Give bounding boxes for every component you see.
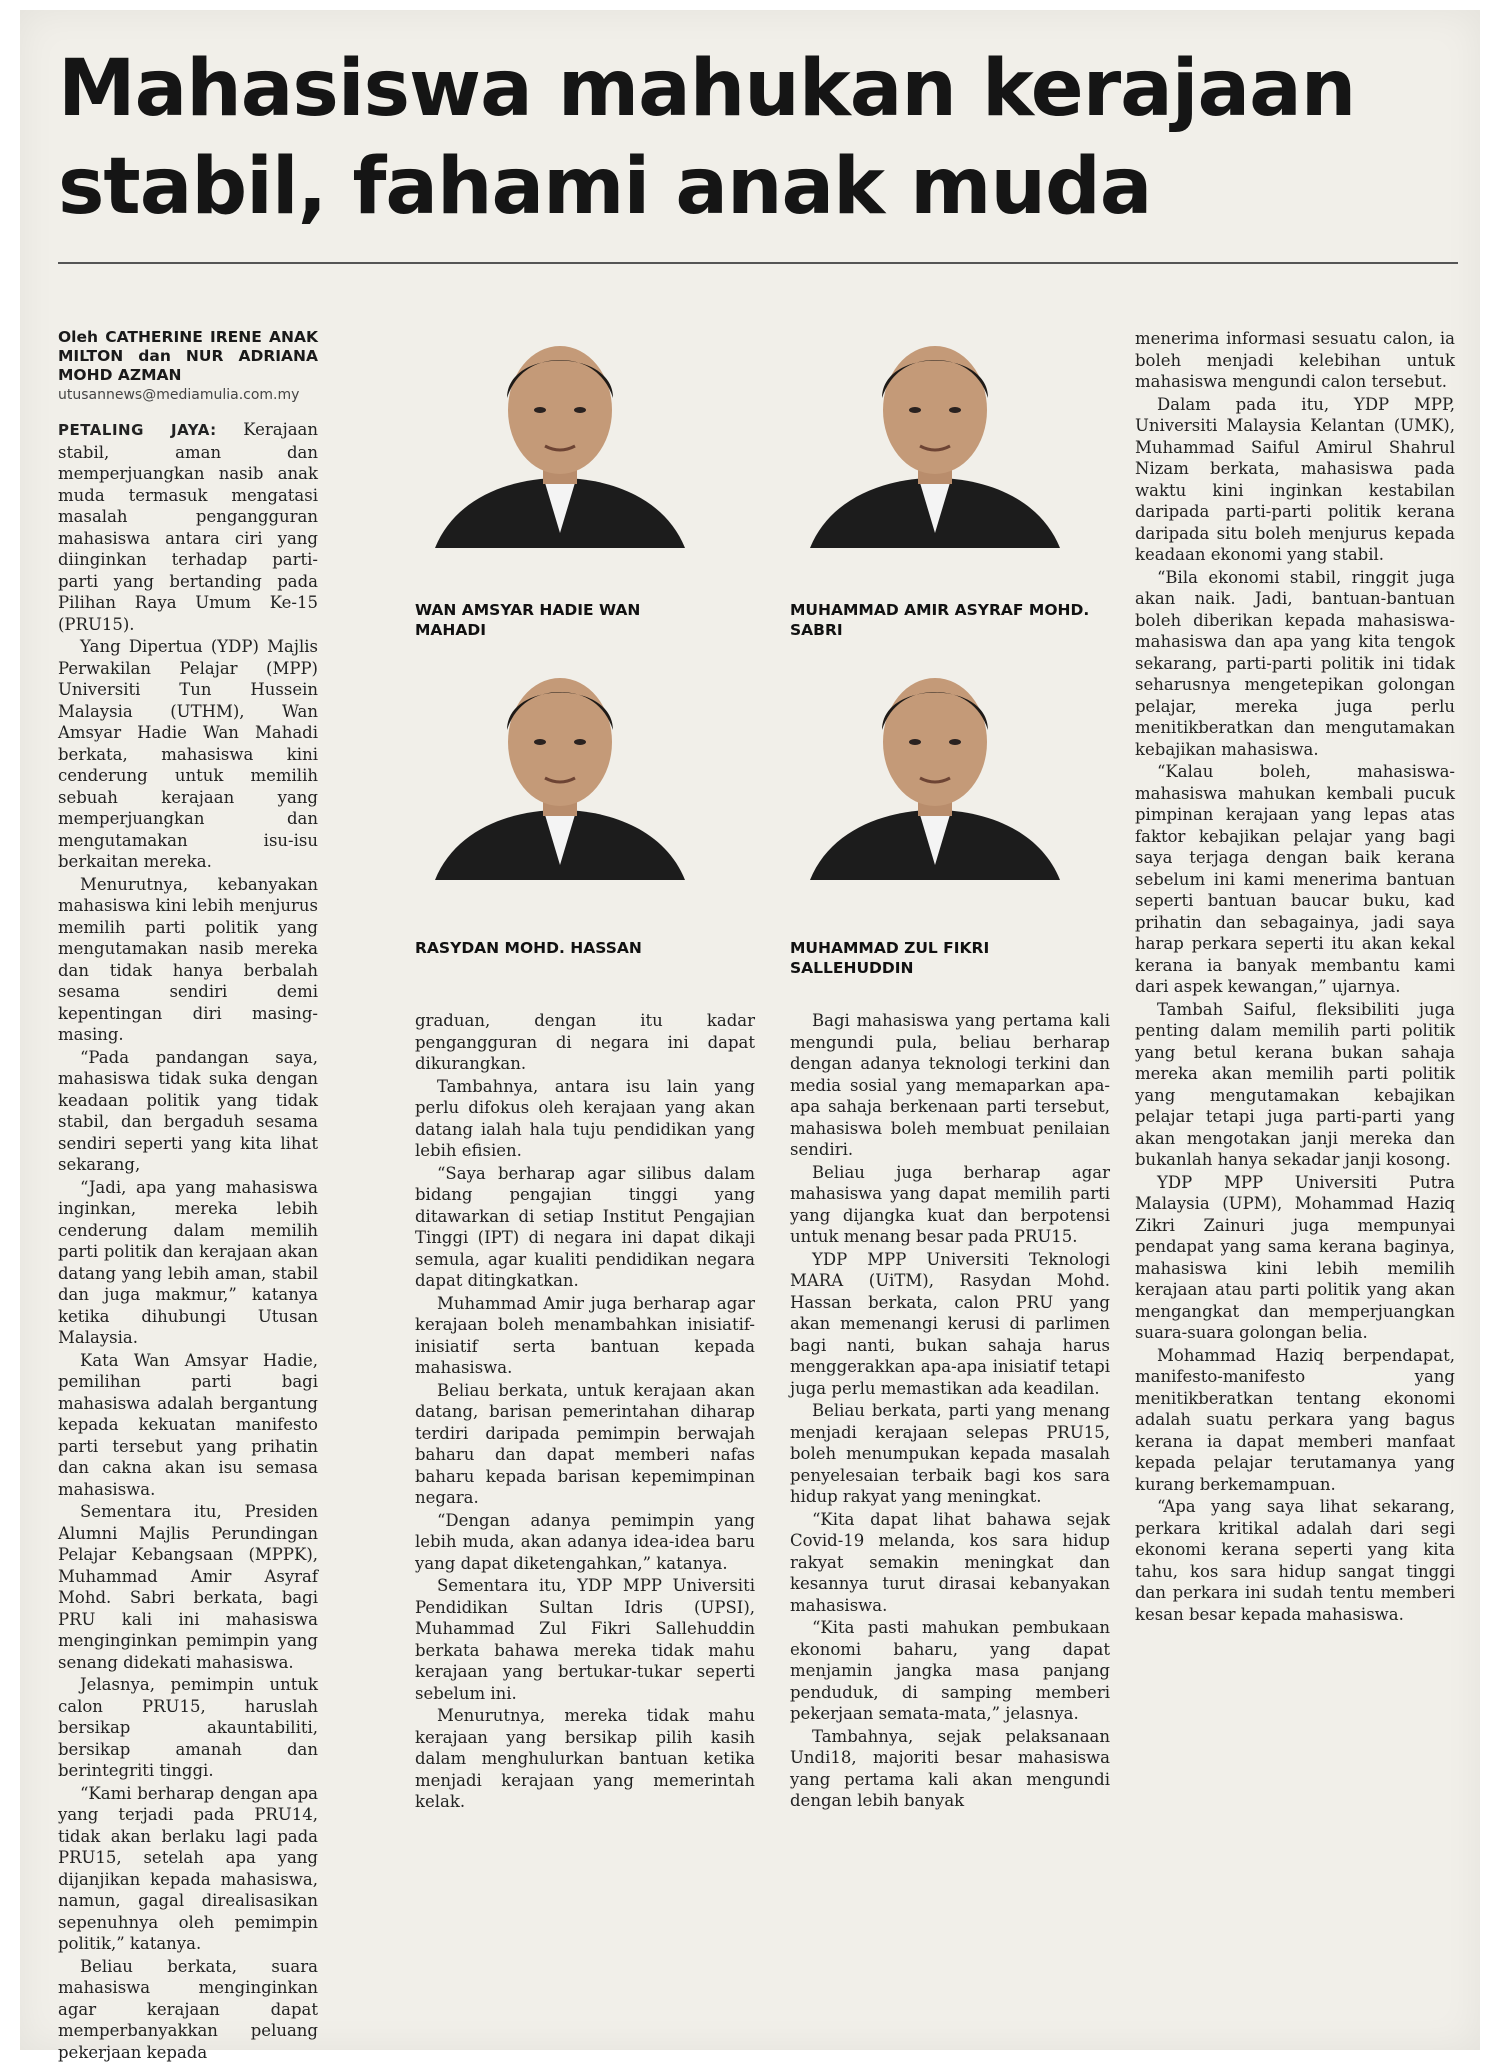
photo-caption: MUHAMMAD ZUL FIKRI SALLEHUDDIN [790,939,990,977]
paragraph: “Kami berharap dengan apa yang terjadi pada PRU14, tidak akan berlaku lagi pada PRU15, setelah apa yang dijanjikan kepada mahasiswa, namun, gagal direalisasikan sepenuhnya oleh pemimpin politik,” katanya. [58,1783,318,1953]
paragraph: “Bila ekonomi stabil, ringgit juga akan naik. Jadi, bantuan-bantuan boleh diberikan kepada mahasiswa-mahasiswa dan apa yang kita tengok sekarang, parti-parti politik ini tidak seharusnya mengetepikan golongan pelajar, mereka juga perlu menitikberatkan dan mengutamakan kebajikan mahasiswa. [1135,567,1455,759]
paragraph: Menurutnya, mereka tidak mahu kerajaan yang bersikap pilih kasih dalam menghulurkan bantuan ketika menjadi kerajaan yang memerintah kelak. [415,1706,755,1811]
paragraph: “Kita dapat lihat bahawa sejak Covid-19 melanda, kos sara hidup rakyat semakin meningkat dan kesannya turut dirasai kebanyakan mahasiswa. [790,1509,1110,1615]
portrait-photo [790,660,1080,880]
photo-caption: MUHAMMAD AMIR ASYRAF MOHD. SABRI [790,601,1090,639]
byline: Oleh CATHERINE IRENE ANAK MILTON dan NUR ADRIANA MOHD AZMAN [58,328,318,384]
paragraph: Beliau berkata, parti yang menang menjadi kerajaan selepas PRU15, boleh menumpukan kepada masalah penyelesaian terbaik bagi kos sara hidup rakyat yang meningkat. [790,1401,1110,1506]
paragraph: menerima informasi sesuatu calon, ia boleh menjadi kelebihan untuk mahasiswa mengundi calon tersebut. [1135,329,1455,391]
paragraph: Sementara itu, YDP MPP Universiti Pendidikan Sultan Idris (UPSI), Muhammad Zul Fikri Sallehuddin berkata bahawa mereka tidak mahu kerajaan yang bertukar-tukar seperti sebelum ini. [415,1576,755,1703]
photo-caption: RASYDAN MOHD. HASSAN [415,939,642,957]
newspaper-page [20,10,1480,2062]
paragraph: Beliau juga berharap agar mahasiswa yang dapat memilih parti yang dijangka kuat dan berpotensi untuk menang besar pada PRU15. [790,1162,1110,1246]
dateline: PETALING JAYA: [58,421,217,439]
paragraph: Kerajaan stabil, aman dan memperjuangkan nasib anak muda termasuk mengatasi masalah pengangguran mahasiswa antara ciri yang diinginkan terhadap parti-parti yang bertanding pada Pilihan Raya Umum Ke-15 (PRU15). [58,420,318,634]
column-3 [790,1010,1110,2030]
paragraph: Jelasnya, pemimpin untuk calon PRU15, haruslah bersikap akauntabiliti, bersikap amanah dan berintegriti tinggi. [58,1675,318,1780]
paragraph: Dalam pada itu, YDP MPP, Universiti Malaysia Kelantan (UMK), Muhammad Saiful Amirul Shahrul Nizam berkata, mahasiswa pada waktu kini inginkan kestabilan daripada parti-parti politik kerana daripada situ boleh menjurus kepada keadaan ekonomi yang stabil. [1135,394,1455,564]
paragraph: graduan, dengan itu kadar pengangguran di negara ini dapat dikurangkan. [415,1011,755,1073]
paragraph: Beliau berkata, untuk kerajaan akan datang, barisan pemerintahan diharap terdiri daripada pemimpin berwajah baharu dan dapat memberi nafas baharu kepada barisan kepemimpinan negara. [415,1380,755,1507]
author-email: utusannews@mediamulia.com.my [58,387,300,403]
paragraph: YDP MPP Universiti Teknologi MARA (UiTM), Rasydan Mohd. Hassan berkata, calon PRU yang akan memenangi kerusi di parlimen bagi nanti, bukan sahaja harus menggerakkan apa-apa inisiatif tetapi juga perlu memastikan ada keadilan. [790,1249,1110,1398]
paragraph: Menurutnya, kebanyakan mahasiswa kini lebih menjurus memilih parti politik yang mengutamakan nasib mereka dan tidak hanya berbalah sesama sendiri demi kepentingan diri masing-masing. [58,874,318,1044]
paragraph: Beliau berkata, suara mahasiswa menginginkan agar kerajaan dapat memperbanyakkan peluang pekerjaan kepada [58,1956,318,2062]
paragraph: “Pada pandangan saya, mahasiswa tidak suka dengan keadaan politik yang tidak stabil, dan bergaduh sesama sendiri seperti yang kita lihat sekarang, [58,1047,318,1174]
paragraph: Tambahnya, antara isu lain yang perlu difokus oleh kerajaan yang akan datang ialah hala tuju pendidikan yang lebih efisien. [415,1076,755,1160]
paragraph: Mohammad Haziq berpendapat, manifesto-manifesto yang menitikberatkan tentang ekonomi adalah suatu perkara yang bagus kerana ia dapat memberi manfaat kepada pelajar terutamanya yang kurang berkemampuan. [1135,1345,1455,1494]
paragraph: Sementara itu, Presiden Alumni Majlis Perundingan Pelajar Kebangsaan (MPPK), Muhammad Amir Asyraf Mohd. Sabri berkata, bagi PRU kali ini mahasiswa menginginkan pemimpin yang senang didekati mahasiswa. [58,1502,318,1672]
paragraph: Tambah Saiful, fleksibiliti juga penting dalam memilih parti politik yang betul kerana bukan sahaja mereka akan memilih parti politik yang mengutamakan kebajikan pelajar tetapi juga parti-parti yang akan mengotakan janji mereka dan bukanlah hanya sekadar janji kosong. [1135,999,1455,1169]
paragraph: “Jadi, apa yang mahasiswa inginkan, mereka lebih cenderung dalam memilih parti politik dan kerajaan akan datang yang lebih aman, stabil dan juga makmur,” katanya ketika dihubungi Utusan Malaysia. [58,1177,318,1347]
column-4 [1135,328,1455,2028]
paragraph: YDP MPP Universiti Putra Malaysia (UPM), Mohammad Haziq Zikri Zainuri juga mempunyai pendapat yang sama kerana baginya, mahasiswa kini lebih memilih kerajaan atau parti politik yang akan mengangkat dan memperjuangkan suara-suara golongan belia. [1135,1172,1455,1342]
column-1 [58,328,318,2062]
portrait-photo [790,328,1080,548]
headline-rule [58,262,1458,264]
paragraph: “Dengan adanya pemimpin yang lebih muda, akan adanya idea-idea baru yang dapat diketengahkan,” katanya. [415,1510,755,1573]
headline: Mahasiswa mahukan kerajaan stabil, fahami anak muda [58,44,1356,232]
paragraph: “Saya berharap agar silibus dalam bidang pengajian tinggi yang ditawarkan di setiap Institut Pengajian Tinggi (IPT) di negara ini dapat dikaji semula, agar kualiti pendidikan negara dapat ditingkatkan. [415,1163,755,1290]
paragraph: Muhammad Amir juga berharap agar kerajaan boleh menambahkan inisiatif-inisiatif serta bantuan kepada mahasiswa. [415,1293,755,1377]
paragraph: “Kalau boleh, mahasiswa-mahasiswa mahukan kembali pucuk pimpinan kerajaan yang lepas atas faktor kebajikan pelajar yang bagi saya terjaga dengan baik kerana sebelum ini kami menerima bantuan seperti bantuan baucar buku, kad prihatin dan sebagainya, jadi saya harap perkara seperti itu akan kekal kerana ia banyak membantu kami dari aspek kewangan,” ujarnya. [1135,762,1455,996]
paragraph: “Apa yang saya lihat sekarang, perkara kritikal adalah dari segi ekonomi kerana seperti yang kita tahu, kos sara hidup sangat tinggi dan perkara ini sudah tentu memberi kesan besar kepada mahasiswa. [1135,1497,1455,1624]
paragraph: Yang Dipertua (YDP) Majlis Perwakilan Pelajar (MPP) Universiti Tun Hussein Malaysia (UTHM), Wan Amsyar Hadie Wan Mahadi berkata, mahasiswa kini cenderung untuk memilih sebuah kerajaan yang memperjuangkan dan mengutamakan isu-isu berkaitan mereka. [58,637,318,871]
column-2 [415,1010,755,2030]
portrait-photo [415,328,705,548]
portrait-photo [415,660,705,880]
paragraph: Bagi mahasiswa yang pertama kali mengundi pula, beliau berharap dengan adanya teknologi terkini dan media sosial yang memaparkan apa-apa sahaja berkenaan parti tersebut, mahasiswa boleh membuat penilaian sendiri. [790,1011,1110,1159]
photo-caption: WAN AMSYAR HADIE WAN MAHADI [415,601,641,639]
paragraph: “Kita pasti mahukan pembukaan ekonomi baharu, yang dapat menjamin jangka masa panjang penduduk, di samping memberi pekerjaan semata-mata,” jelasnya. [790,1618,1110,1723]
paragraph: Tambahnya, sejak pelaksanaan Undi18, majoriti besar mahasiswa yang pertama kali akan mengundi dengan lebih banyak [790,1726,1110,1810]
paragraph: Kata Wan Amsyar Hadie, pemilihan parti bagi mahasiswa adalah bergantung kepada kekuatan manifesto parti tersebut yang prihatin dan cakna akan isu semasa mahasiswa. [58,1350,318,1499]
